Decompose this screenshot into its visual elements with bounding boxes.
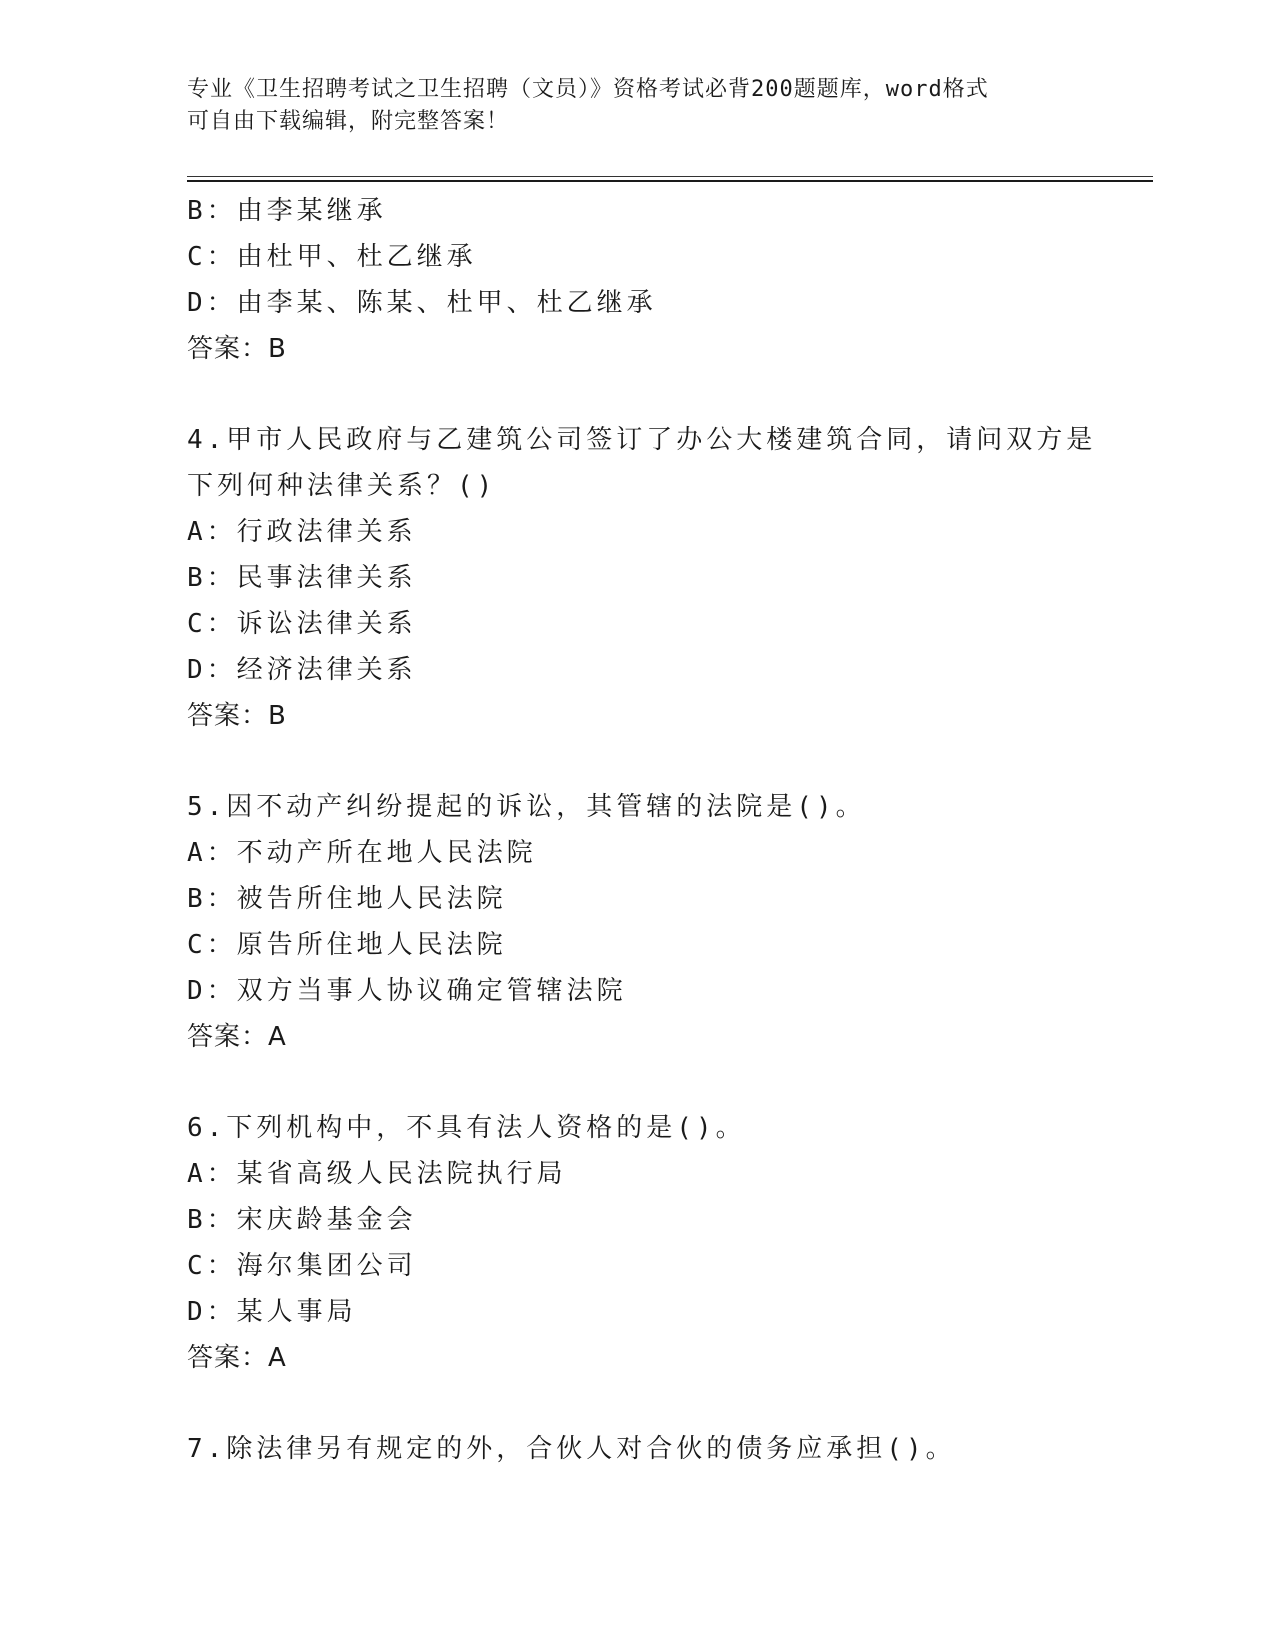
question-5 xyxy=(187,784,1087,1060)
option-a: A：不动产所在地人民法院 xyxy=(187,838,537,868)
question-stem: 6.下列机构中，不具有法人资格的是()。 xyxy=(187,1113,746,1143)
header-line-1: 专业《卫生招聘考试之卫生招聘（文员）》资格考试必背200题题库，word格式 xyxy=(187,77,989,102)
option-d: D：某人事局 xyxy=(187,1297,357,1327)
header-line-2: 可自由下载编辑，附完整答案！ xyxy=(187,109,510,134)
answer: 答案：A xyxy=(187,1022,287,1052)
option-a: A：某省高级人民法院执行局 xyxy=(187,1159,567,1189)
question-stem: 7.除法律另有规定的外，合伙人对合伙的债务应承担()。 xyxy=(187,1434,956,1464)
question-list xyxy=(187,188,1097,1472)
option-d: D：双方当事人协议确定管辖法院 xyxy=(187,976,627,1006)
option-b: B：民事法律关系 xyxy=(187,563,417,593)
option-b: B：由李某继承 xyxy=(187,196,387,226)
option-c: C：诉讼法律关系 xyxy=(187,609,417,639)
option-c: C：由杜甲、杜乙继承 xyxy=(187,242,477,272)
option-c: C：海尔集团公司 xyxy=(187,1251,417,1281)
option-d: D：由李某、陈某、杜甲、杜乙继承 xyxy=(187,288,657,318)
option-d: D：经济法律关系 xyxy=(187,655,417,685)
option-a: A：行政法律关系 xyxy=(187,517,417,547)
question-6 xyxy=(187,1105,1087,1381)
question-3-continued xyxy=(187,188,1087,372)
header-divider-thick xyxy=(187,180,1153,182)
header-divider-thin xyxy=(187,176,1153,177)
question-stem: 5.因不动产纠纷提起的诉讼，其管辖的法院是()。 xyxy=(187,792,866,822)
option-b: B：宋庆龄基金会 xyxy=(187,1205,417,1235)
question-7 xyxy=(187,1426,1087,1472)
question-4 xyxy=(187,417,1097,739)
answer: 答案：A xyxy=(187,1343,287,1373)
question-stem: 4.甲市人民政府与乙建筑公司签订了办公大楼建筑合同，请问双方是 xyxy=(187,425,1097,455)
document-header xyxy=(187,74,1087,138)
option-c: C：原告所住地人民法院 xyxy=(187,930,507,960)
answer: 答案：B xyxy=(187,701,287,731)
option-b: B：被告所住地人民法院 xyxy=(187,884,507,914)
answer: 答案：B xyxy=(187,334,287,364)
question-stem-continued: 下列何种法律关系？() xyxy=(187,471,497,501)
